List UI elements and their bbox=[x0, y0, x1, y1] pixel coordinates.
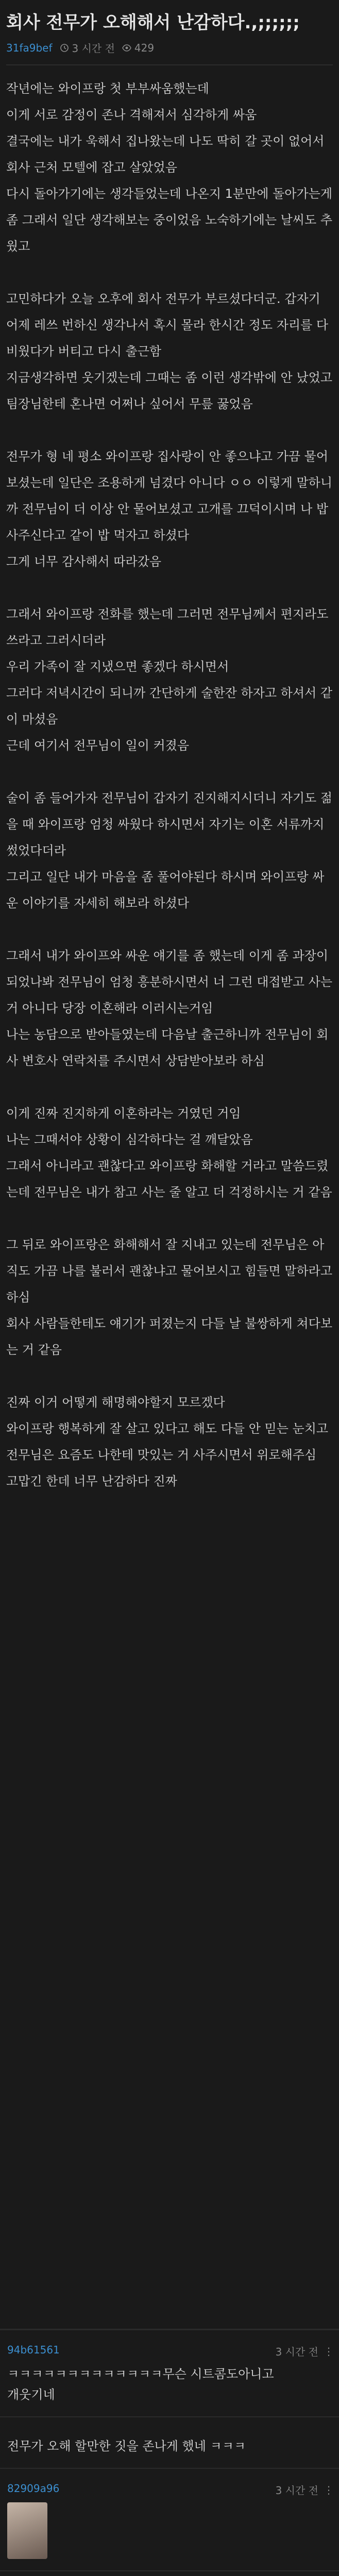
post-time-text: 3 시간 전 bbox=[72, 42, 115, 55]
body-paragraph: 전무가 형 네 평소 와이프랑 집사랑이 안 좋으냐고 가끔 물어 보셨는데 일단은 조용하게 넘겼다 아니다 ㅇㅇ 이렇게 말하니까 전무님이 더 이상 안 물어보셨고 고개를 끄덕이시며 나 밥 사주신다고 같이 밥 먹자고 하셨다 그게 너무 감사해서 따라갔음 bbox=[6, 449, 333, 569]
more-icon[interactable]: ⋮ bbox=[324, 2483, 334, 2496]
comment-time: 3 시간 전 bbox=[275, 2346, 318, 2358]
post-header bbox=[0, 0, 339, 65]
body-paragraph: 진짜 이거 어떻게 해명해야할지 모르겠다 와이프랑 행복하게 잘 살고 있다고 해도 다들 안 믿는 눈치고 전무님은 요즘도 나한테 맛있는 거 사주시면서 위로해주심 고맙긴 한데 너무 난감하다 진짜 bbox=[6, 1395, 329, 1488]
post-views-text: 429 bbox=[134, 41, 155, 54]
post-body bbox=[0, 65, 339, 1495]
clock-icon bbox=[60, 43, 69, 53]
comment-author[interactable]: 94b61561 bbox=[7, 2344, 60, 2356]
comment-section bbox=[0, 2329, 339, 2576]
body-paragraph: 그래서 내가 와이프와 싸운 얘기를 좀 했는데 이게 좀 과장이 되었나봐 전무님이 엄청 흥분하시면서 너 그런 대접받고 사는 거 아니다 당장 이혼해라 이러시는거임 나는 농담으로 받아들였는데 다음날 출근하니까 전무님이 회사 변호사 연락처를 주시면서 상담받아보라 하심 bbox=[6, 948, 333, 1068]
comment-time: 3 시간 전 bbox=[275, 2484, 318, 2497]
comment-header bbox=[7, 2344, 332, 2359]
body-paragraph: 고민하다가 오늘 오후에 회사 전무가 부르셨다더군. 갑자기 어제 레쓰 번하신 생각나서 혹시 몰라 한시간 정도 자리를 다 비웠다가 버티고 다시 출근함 지금생각하면 웃기겠는데 그때는 좀 이런 생각밖에 안 났었고 팀장님한테 혼나면 어쩌나 싶어서 무릎 꿇었음 bbox=[6, 292, 333, 411]
comment-meta bbox=[276, 2344, 332, 2359]
comment-text: 전무가 오해 할만한 짓을 존나게 했네 ㅋㅋㅋ bbox=[7, 2439, 246, 2453]
post-meta bbox=[6, 40, 333, 55]
comment-author[interactable]: 82909a96 bbox=[7, 2482, 60, 2495]
comment bbox=[0, 2571, 339, 2576]
post-title: 회사 전무가 오해해서 난감하다.,;;;;;; bbox=[6, 12, 300, 33]
body-paragraph: 그래서 와이프랑 전화를 했는데 그러면 전무님께서 편지라도 쓰라고 그러시더라 우리 가족이 잘 지냈으면 좋겠다 하시면서 그러다 저녁시간이 되니까 간단하게 술한잔 하자고 하셔서 같이 마셨음 근데 여기서 전무님이 일이 커졌음 bbox=[6, 607, 333, 753]
comment bbox=[0, 2469, 339, 2571]
body-paragraph: 작년에는 와이프랑 첫 부부싸움했는데 이게 서로 감정이 존나 격해져서 심각하게 싸움 결국에는 내가 욱해서 집나왔는데 나도 딱히 갈 곳이 없어서 회사 근처 모텔에 잡고 살았었음 다시 돌아가기에는 생각들었는데 나온지 1분만에 돌아가는게 좀 그래서 일단 생각해보는 중이었음 노숙하기에는 날씨도 추웠고 bbox=[6, 81, 333, 253]
comment bbox=[0, 2330, 339, 2417]
comment-meta bbox=[276, 2482, 332, 2497]
body-paragraph: 그 뒤로 와이프랑은 화해해서 잘 지내고 있는데 전무님은 아직도 가끔 나를 불러서 괜찮냐고 물어보시고 힘들면 말하라고 하심 회사 사람들한테도 얘기가 퍼졌는지 다들 날 불쌍하게 쳐다보는 거 같음 bbox=[6, 1238, 333, 1357]
comment bbox=[0, 2417, 339, 2469]
author-name[interactable]: 31fa9bef bbox=[6, 41, 53, 54]
more-icon[interactable]: ⋮ bbox=[324, 2345, 334, 2358]
body-paragraph: 술이 좀 들어가자 전무님이 갑자기 진지해지시더니 자기도 젊을 때 와이프랑 엄청 싸웠다 하시면서 자기는 이혼 서류까지 썼었다더라 그리고 일단 내가 마음을 좀 풀어야된다 하시며 와이프랑 싸운 이야기를 자세히 해보라 하셨다 bbox=[6, 791, 333, 910]
post-views bbox=[122, 42, 154, 54]
body-paragraph: 이게 진짜 진지하게 이혼하라는 거였던 거임 나는 그때서야 상황이 심각하다는 걸 깨달았음 그래서 아니라고 괜찮다고 와이프랑 화해할 거라고 말씀드렸는데 전무님은 내가 참고 사는 줄 알고 더 걱정하시는 거 같음 bbox=[6, 1106, 332, 1199]
comment-header bbox=[7, 2482, 332, 2497]
comment-image bbox=[7, 2502, 47, 2559]
eye-icon bbox=[122, 43, 131, 53]
post-time bbox=[60, 40, 115, 55]
comment-text: ㅋㅋㅋㅋㅋㅋㅋㅋㅋㅋㅋㅋㅋ무슨 시트콤도아니고 개웃기네 bbox=[7, 2367, 274, 2402]
